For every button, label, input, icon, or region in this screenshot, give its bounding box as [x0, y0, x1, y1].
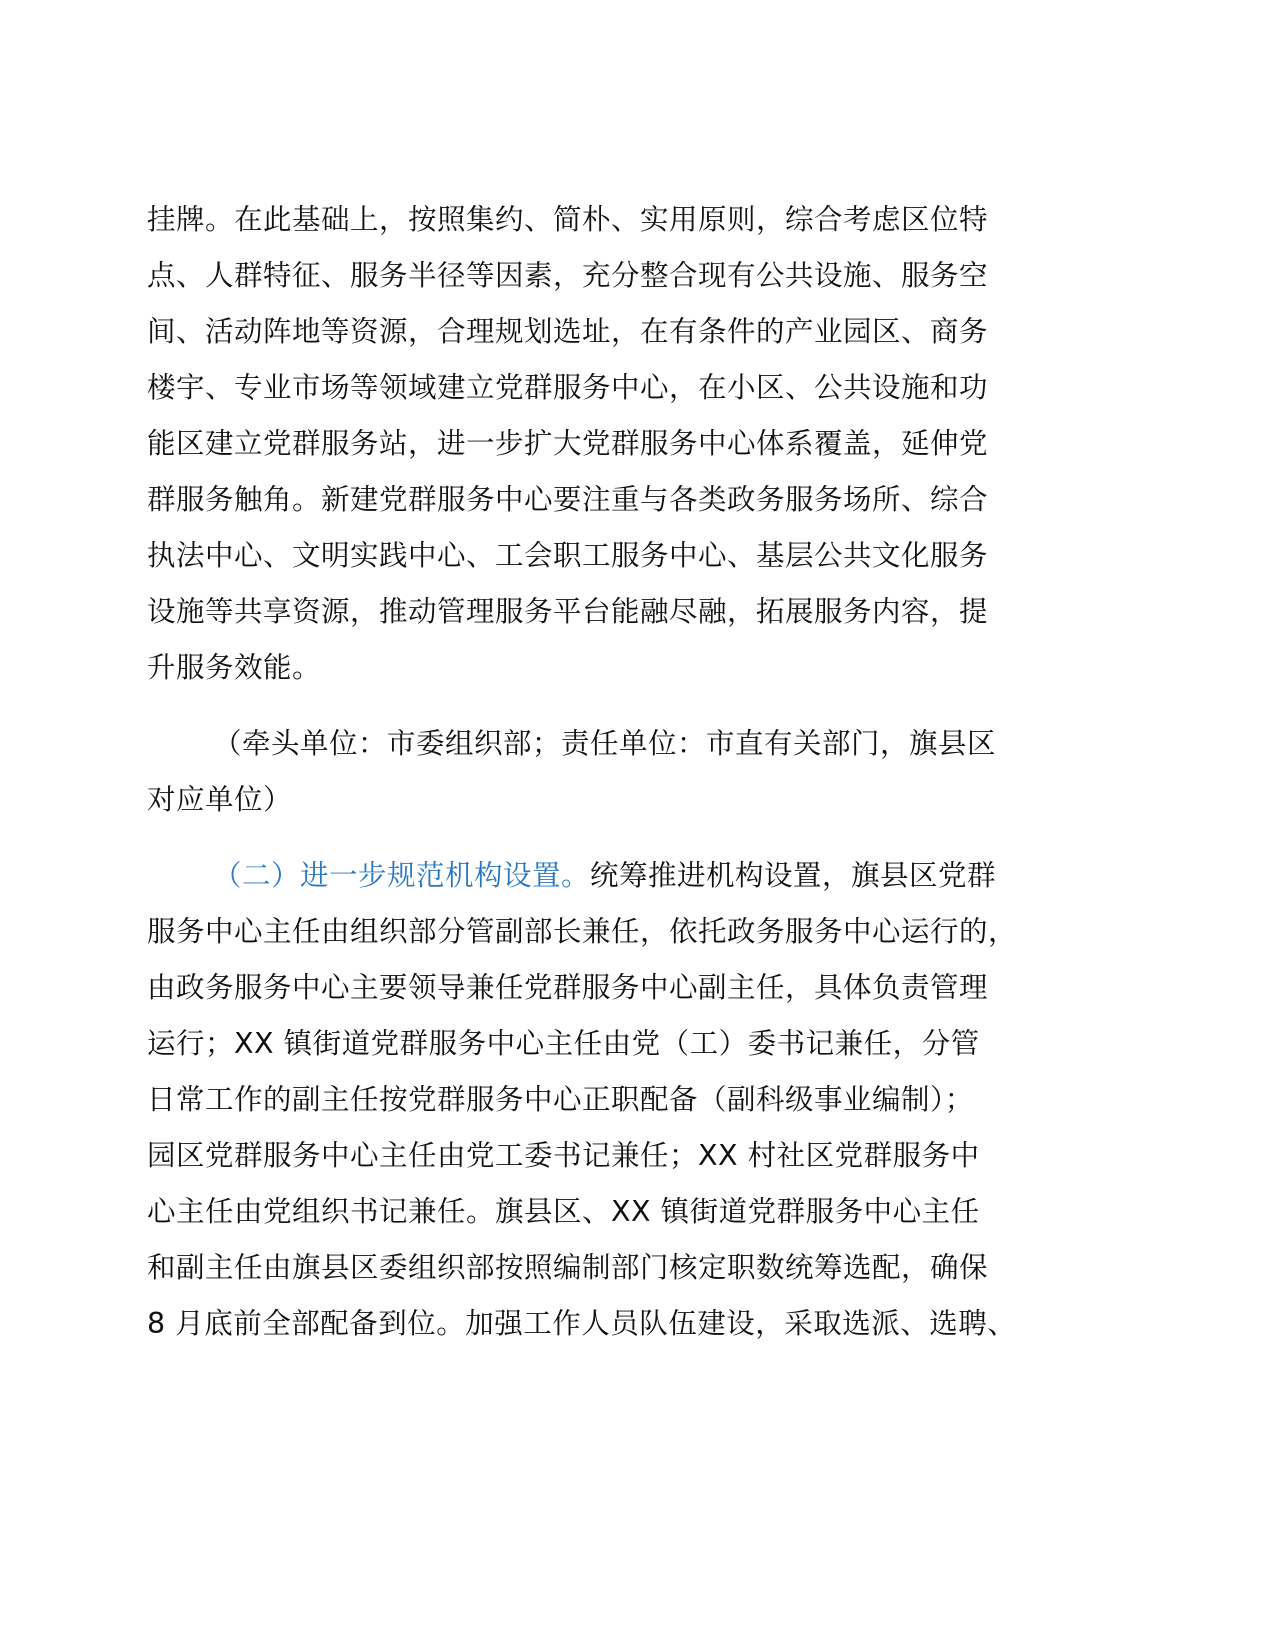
paragraph-line: 服务中心主任由组织部分管副部长兼任，依托政务服务中心运行的， [147, 915, 1018, 948]
paragraph-line: 升服务效能。 [147, 651, 322, 684]
paragraph-line: 挂牌。在此基础上，按照集约、简朴、实用原则，综合考虑区位特 [147, 203, 989, 236]
section-heading: （二）进一步规范机构设置。 [213, 859, 591, 892]
paragraph-line: 由政务服务中心主要领导兼任党群服务中心副主任，具体负责管理 [147, 971, 989, 1004]
paragraph-line: 园区党群服务中心主任由党工委书记兼任；XX 村社区党群服务中 [147, 1139, 980, 1172]
paragraph-line: 运行；XX 镇街道党群服务中心主任由党（工）委书记兼任，分管 [147, 1027, 980, 1060]
paragraph-line: 心主任由党组织书记兼任。旗县区、XX 镇街道党群服务中心主任 [147, 1195, 980, 1228]
paragraph-line: 对应单位） [147, 783, 293, 816]
paragraph-line: 间、活动阵地等资源，合理规划选址，在有条件的产业园区、商务 [147, 315, 989, 348]
paragraph-line: 执法中心、文明实践中心、工会职工服务中心、基层公共文化服务 [147, 539, 989, 572]
paragraph-line: （牵头单位：市委组织部；责任单位：市直有关部门，旗县区 [213, 727, 997, 760]
paragraph-line: 点、人群特征、服务半径等因素，充分整合现有公共设施、服务空 [147, 259, 989, 292]
paragraph-line: 8 月底前全部配备到位。加强工作人员队伍建设，采取选派、选聘、 [147, 1307, 1017, 1340]
paragraph-institution-setup [147, 848, 1097, 1352]
paragraph-venue-planning [147, 192, 1097, 696]
paragraph-text: 统筹推进机构设置，旗县区党群 [590, 859, 997, 892]
paragraph-first-line [147, 848, 1097, 904]
paragraph-line: 和副主任由旗县区委组织部按照编制部门核定职数统筹选配，确保 [147, 1251, 989, 1284]
paragraph-line: 能区建立党群服务站，进一步扩大党群服务中心体系覆盖，延伸党 [147, 427, 989, 460]
document-body [147, 192, 1097, 1352]
paragraph-line: 楼宇、专业市场等领域建立党群服务中心，在小区、公共设施和功 [147, 371, 989, 404]
paragraph-line: 日常工作的副主任按党群服务中心正职配备（副科级事业编制）； [147, 1083, 974, 1116]
paragraph-line: 群服务触角。新建党群服务中心要注重与各类政务服务场所、综合 [147, 483, 989, 516]
paragraph-line: 设施等共享资源，推动管理服务平台能融尽融，拓展服务内容，提 [147, 595, 989, 628]
paragraph-responsible-units [147, 716, 1097, 828]
